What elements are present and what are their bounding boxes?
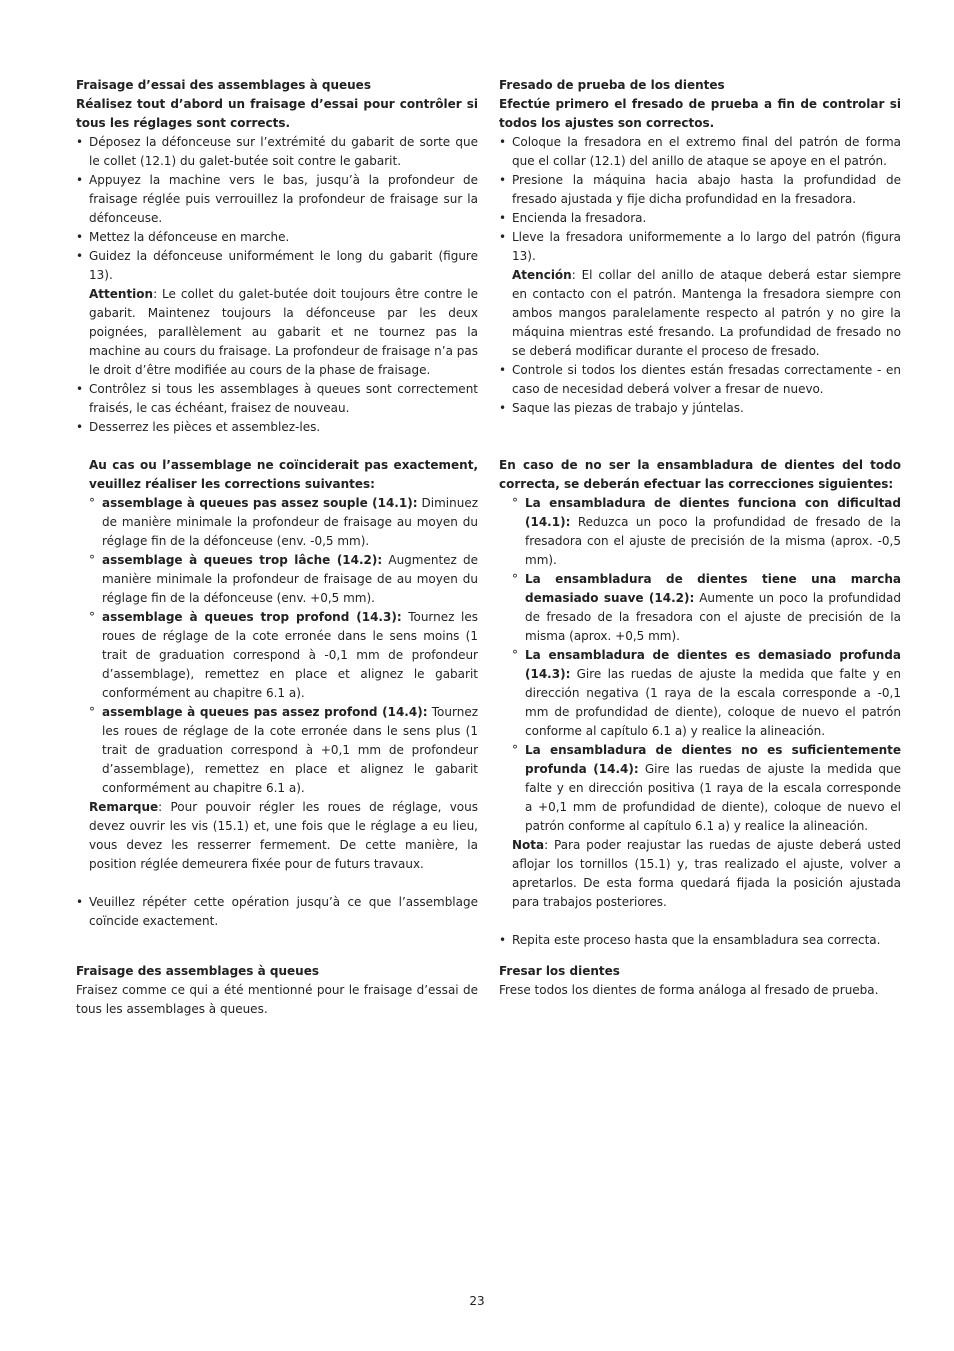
attention-label: Attention — [89, 287, 154, 301]
correction-text: Gire las ruedas de ajuste la medida que falte y en dirección negativa (1 raya de la escala corresponde a -0,1 mm de profundidad de diente), coloque de nuevo el patrón conforme al capítulo 6.1 a) y realice la alineación. — [525, 667, 901, 738]
list-item: • Mettez la défonceuse en marche. — [76, 228, 478, 247]
attention-text: : Le collet du galet-butée doit toujours être contre le gabarit. Maintenez toujours la défonceuse par les deux poignées, parallèlement au gabarit et ne tournez pas la machine au cours du fraisage. La profondeur de fraisage n’a pas le droit d’être modifiée au cours de la phase de fraisage. — [89, 287, 478, 377]
note-text: : Pour pouvoir régler les roues de réglage, vous devez ouvrir les vis (15.1) et, une fois que le réglage a eu lieu, vous devez les resserrer fermement. De cette manière, la position réglée demeurera fixée pour de futurs travaux. — [89, 800, 478, 871]
page-number: 23 — [469, 1294, 485, 1308]
list-item: • Desserrez les pièces et assemblez-les. — [76, 418, 478, 437]
corrections-intro: Au cas ou l’assemblage ne coïnciderait pas exactement, veuillez réaliser les corrections suivantes: — [89, 458, 478, 491]
correction-item — [76, 608, 478, 703]
correction-item — [499, 741, 901, 836]
list-item: • Lleve la fresadora uniformemente a lo largo del patrón (figura 13). — [499, 228, 901, 266]
list-item: • Déposez la défonceuse sur l’extrémité du gabarit de sorte que le collet (12.1) du galet-butée soit contre le gabarit. — [76, 133, 478, 171]
list-item: • Coloque la fresadora en el extremo final del patrón de forma que el collar (12.1) del anillo de ataque se apoye en el patrón. — [499, 133, 901, 171]
correction-text: Augmentez de manière minimale la profondeur de fraisage de au moyen du réglage fin de la défonceuse (env. +0,5 mm). — [102, 553, 479, 605]
list-item: • Encienda la fresadora. — [499, 209, 901, 228]
correction-item — [499, 494, 901, 570]
spanish-final-section — [499, 962, 901, 1000]
correction-text: Diminuez de manière minimale la profondeur de fraisage au moyen du réglage fin de la défonceuse (env. -0,5 mm). — [102, 496, 479, 548]
section-title: Fraisage d’essai des assemblages à queues — [76, 78, 371, 92]
correction-text: Reduzca un poco la profundidad de fresado de la fresadora con el ajuste de precisión de la misma (aprox. -0,5 mm). — [525, 515, 901, 567]
correction-label: La ensambladura de dientes no es suficientemente profunda (14.4): — [525, 743, 901, 776]
correction-label: assemblage à queues trop lâche (14.2): — [102, 553, 383, 567]
section-title: Fresar los dientes — [499, 964, 620, 978]
correction-label: La ensambladura de dientes funciona con dificultad (14.1): — [525, 496, 901, 529]
french-column — [76, 76, 478, 931]
attention-label: Atención — [512, 268, 572, 282]
correction-text: Tournez les roues de réglage de la cote erronée dans le sens plus (1 trait de graduation correspond à +0,1 mm de profondeur d’assemblage), remettez en place et alignez le gabarit conformément au chapitre 6.1 a). — [102, 705, 478, 795]
section-text: Fraisez comme ce qui a été mentionné pour le fraisage d’essai de tous les assemblages à queues. — [76, 983, 478, 1016]
list-item: • Saque las piezas de trabajo y júntelas. — [499, 399, 901, 418]
correction-item — [76, 494, 478, 551]
list-item: • Controle si todos los dientes están fresadas correctamente - en caso de necesidad deberá volver a fresar de nuevo. — [499, 361, 901, 399]
correction-text: Gire las ruedas de ajuste la medida que falte y en dirección positiva (1 raya de la escala corresponde a +0,1 mm de profundidad de diente), coloque de nuevo el patrón conforme al capítulo 6.1 a) y realice la alineación. — [525, 762, 901, 833]
attention-paragraph — [76, 285, 478, 380]
correction-text: Aumente un poco la profundidad de fresado de la fresadora con el ajuste de precisión de la misma (aprox. +0,5 mm). — [525, 591, 901, 643]
list-item: • Presione la máquina hacia abajo hasta la profundidad de fresado ajustada y fije dicha profundidad en la fresadora. — [499, 171, 901, 209]
section-text: Frese todos los dientes de forma análoga al fresado de prueba. — [499, 983, 879, 997]
french-final-section — [76, 962, 478, 1019]
correction-label: assemblage à queues pas assez profond (14.4): — [102, 705, 428, 719]
correction-label: La ensambladura de dientes tiene una marcha demasiado suave (14.2): — [525, 572, 901, 605]
correction-item — [499, 570, 901, 646]
corrections-intro: En caso de no ser la ensambladura de dientes del todo correcta, se deberán efectuar las correcciones siguientes: — [499, 458, 901, 491]
correction-item — [76, 703, 478, 798]
note-label: Remarque — [89, 800, 159, 814]
note-text: : Para poder reajustar las ruedas de ajuste deberá usted aflojar los tornillos (15.1) y, tras realizado el ajuste, volver a apretarlos. De esta forma quedará fijada la posición ajustada para trabajos posteriores. — [512, 838, 901, 909]
note-paragraph — [499, 836, 901, 912]
correction-label: assemblage à queues pas assez souple (14.1): — [102, 496, 418, 510]
correction-text: Tournez les roues de réglage de la cote erronée dans le sens moins (1 trait de graduation correspond à -0,1 mm de profondeur d’assemblage), remettez en place et alignez le gabarit conformément au chapitre 6.1 a). — [102, 610, 478, 700]
section-intro: Réalisez tout d’abord un fraisage d’essai pour contrôler si tous les réglages sont corrects. — [76, 97, 478, 130]
list-item: • Repita este proceso hasta que la ensambladura sea correcta. — [499, 931, 901, 950]
section-title: Fraisage des assemblages à queues — [76, 964, 319, 978]
note-label: Nota — [512, 838, 545, 852]
attention-paragraph — [499, 266, 901, 361]
list-item: • Contrôlez si tous les assemblages à queues sont correctement fraisés, le cas échéant, fraisez de nouveau. — [76, 380, 478, 418]
attention-text: : El collar del anillo de ataque deberá estar siempre en contacto con el patrón. Mantenga la fresadora siempre con ambos mangos paralelamente respecto al patrón y no gire la máquina mientras esté fresando. La profundidad de fresado no se deberá modificar durante el proceso de fresado. — [512, 268, 901, 358]
note-paragraph — [76, 798, 478, 874]
spanish-column — [499, 76, 901, 950]
list-item: • Appuyez la machine vers le bas, jusqu’à la profondeur de fraisage réglée puis verrouillez la profondeur de fraisage sur la défonceuse. — [76, 171, 478, 228]
correction-label: La ensambladura de dientes es demasiado profunda (14.3): — [525, 648, 901, 681]
list-item: • Veuillez répéter cette opération jusqu’à ce que l’assemblage coïncide exactement. — [76, 893, 478, 931]
correction-item — [499, 646, 901, 741]
correction-label: assemblage à queues trop profond (14.3): — [102, 610, 402, 624]
list-item: • Guidez la défonceuse uniformément le long du gabarit (figure 13). — [76, 247, 478, 285]
section-intro: Efectúe primero el fresado de prueba a fin de controlar si todos los ajustes son correctos. — [499, 97, 901, 130]
correction-item — [76, 551, 478, 608]
section-title: Fresado de prueba de los dientes — [499, 78, 725, 92]
